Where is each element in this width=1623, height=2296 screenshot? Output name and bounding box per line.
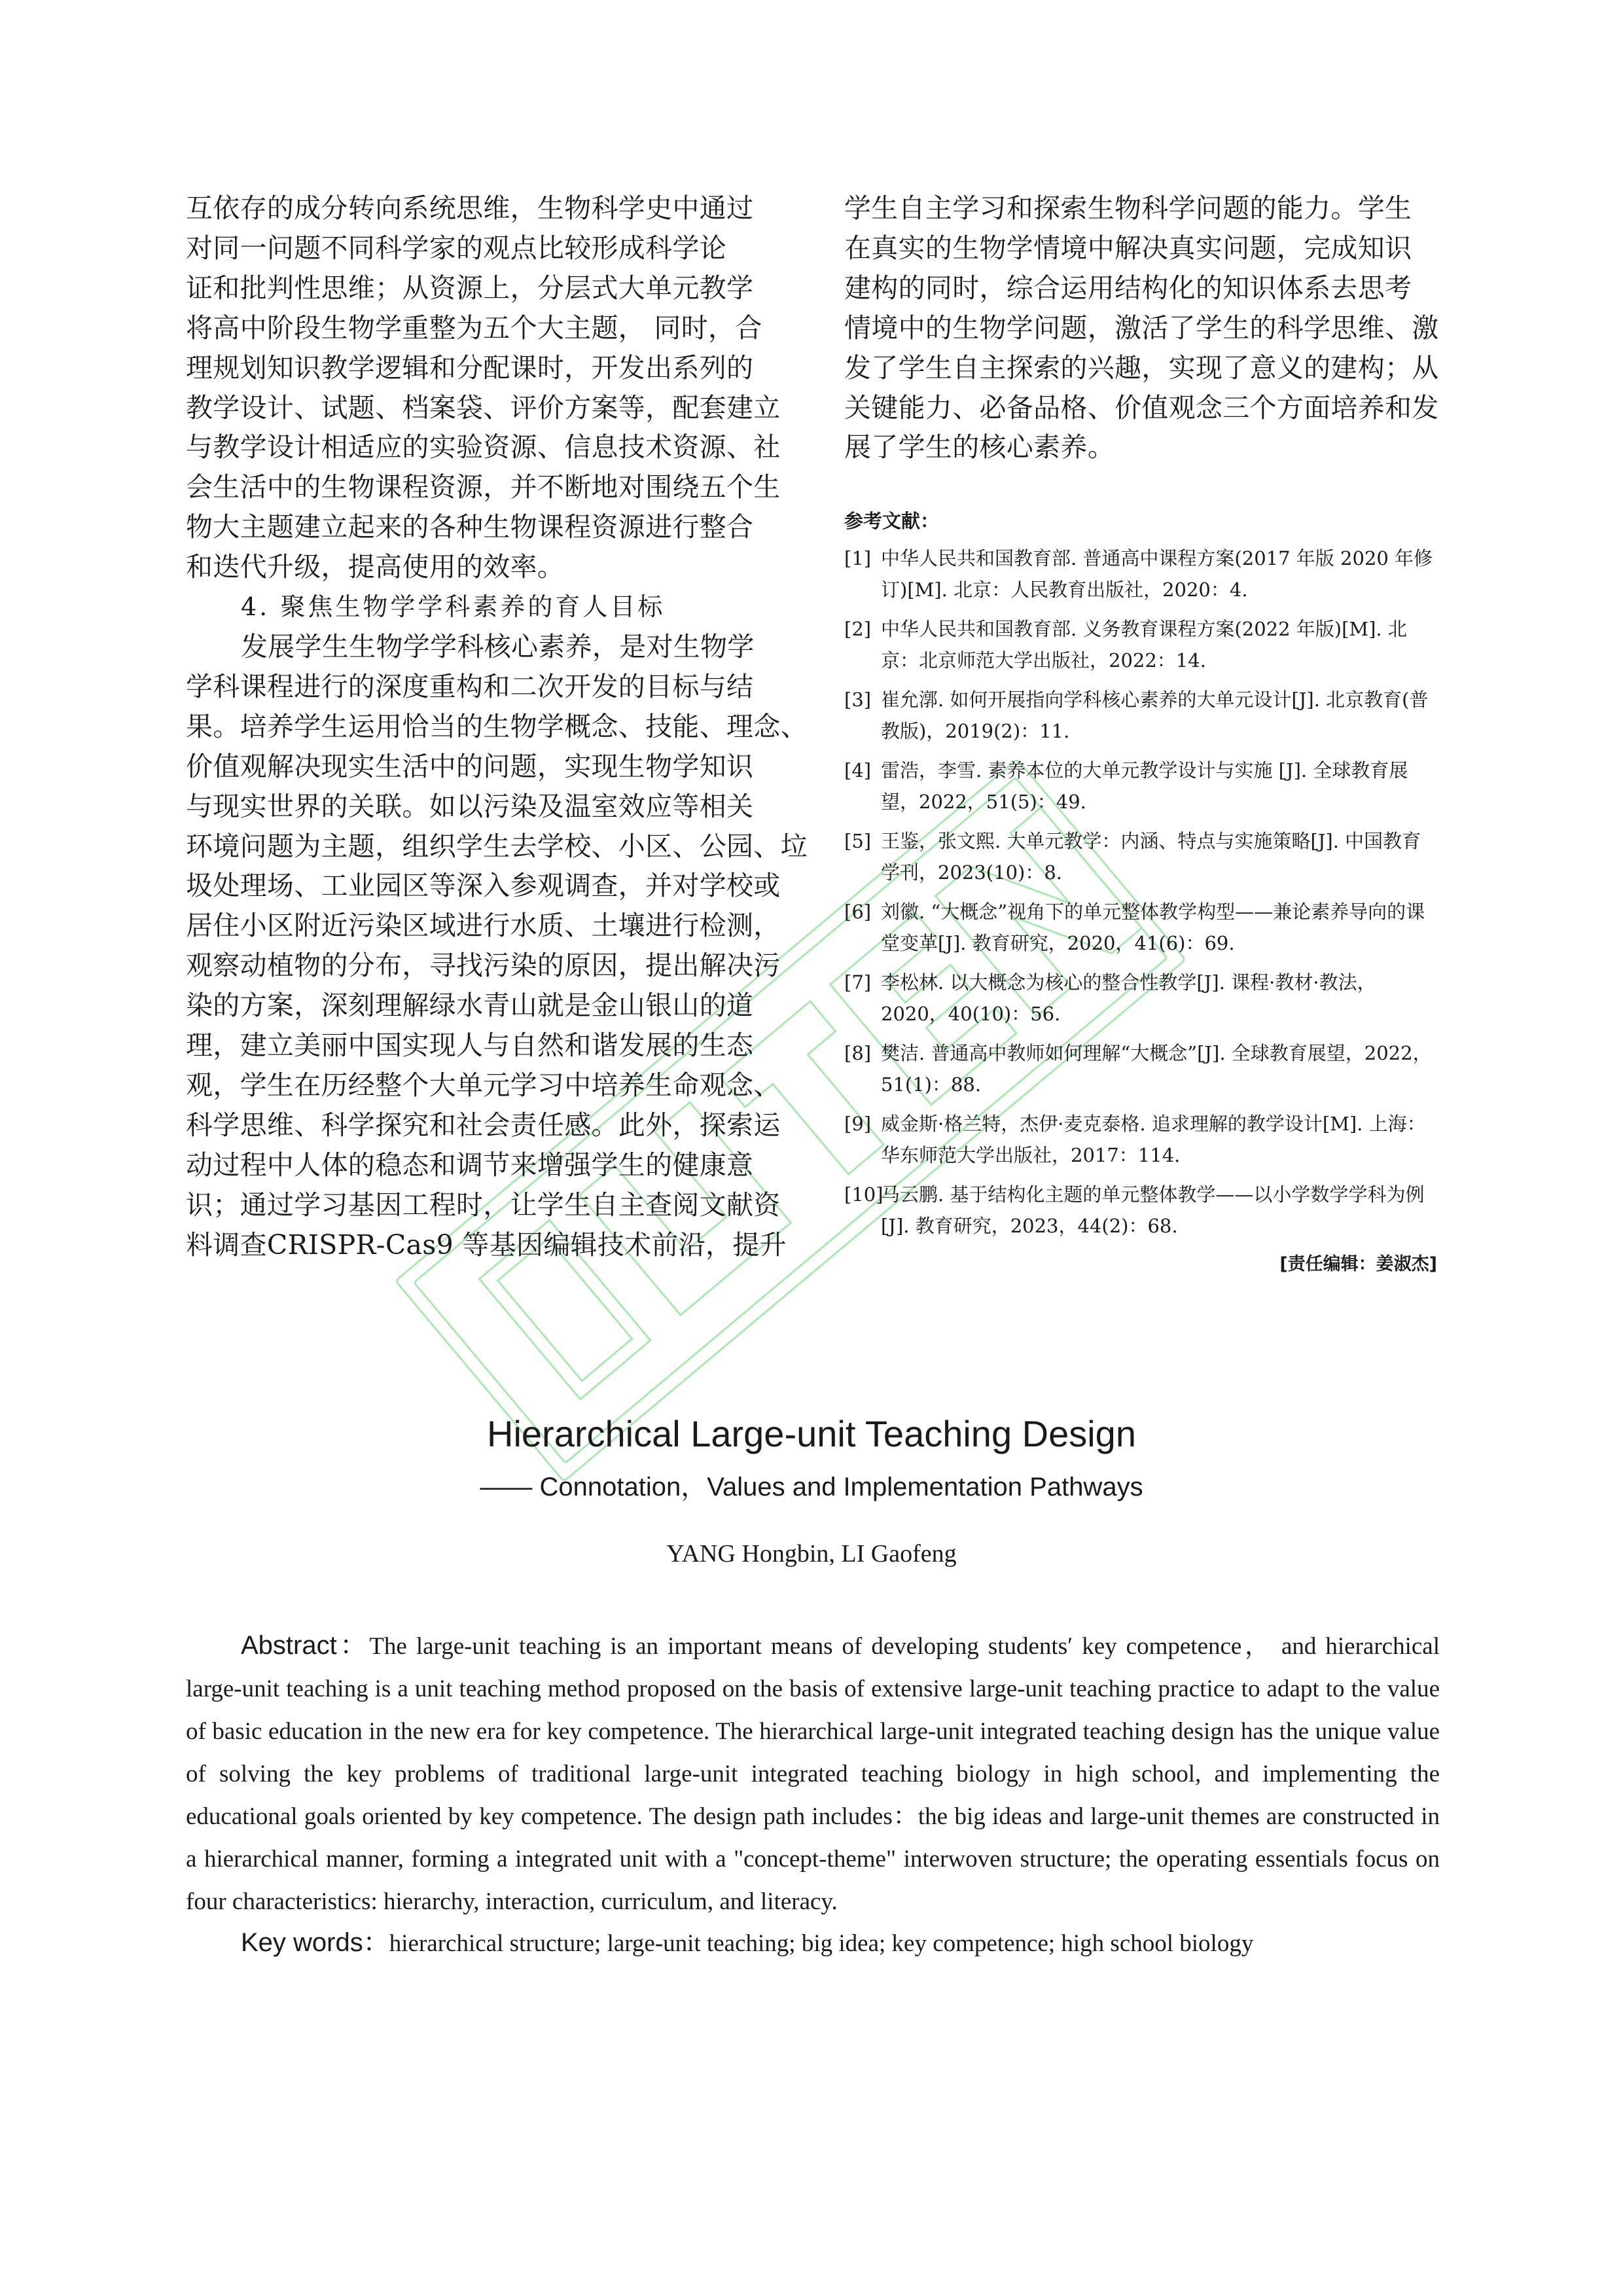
reference-number: [2] [844, 618, 872, 641]
reference-item [844, 967, 1437, 1030]
keywords-label: Key words： [241, 1928, 389, 1957]
text-line: 情境中的生物学问题，激活了学生的科学思维、激 [844, 312, 1439, 344]
reference-number: [3] [844, 689, 872, 711]
responsible-editor: [责任编辑：姜淑杰] [1279, 1254, 1437, 1275]
reference-item [844, 1108, 1437, 1171]
text-line: 教学设计、试题、档案袋、评价方案等，配套建立 [186, 391, 781, 423]
reference-item [844, 543, 1437, 605]
reference-number: [4] [844, 759, 872, 782]
text-line: 识；通过学习基因工程时，让学生自主查阅文献资 [186, 1189, 781, 1221]
reference-item [844, 896, 1437, 959]
left-paragraph-2 [186, 627, 808, 1265]
abstract-paragraph [186, 1624, 1440, 1923]
reference-item [844, 613, 1437, 676]
text-line: 理规划知识教学逻辑和分配课时，开发出系列的 [186, 351, 754, 384]
reference-text: 李松林. 以大概念为核心的整合性教学[J]. 课程·教材·教法，2020，40(10)：56. [881, 971, 1376, 1026]
text-line: 物大主题建立起来的各种生物课程资源进行整合 [186, 511, 754, 543]
english-subtitle: —— Connotation，Values and Implementation Pathways [480, 1473, 1143, 1501]
text-line: 环境问题为主题，组织学生去学校、小区、公园、垃 [186, 830, 808, 862]
right-paragraph [844, 188, 1437, 467]
reference-item [844, 1179, 1437, 1242]
reference-item [844, 755, 1437, 817]
text-line: 果。培养学生运用恰当的生物学概念、技能、理念、 [186, 710, 808, 742]
reference-item [844, 1037, 1437, 1100]
text-line: 染的方案，深刻理解绿水青山就是金山银山的道 [186, 990, 754, 1022]
section-heading: 4. 聚焦生物学学科素养的育人目标 [241, 592, 666, 622]
reference-text: 樊洁. 普通高中教师如何理解“大概念”[J]. 全球教育展望，2022，51(1)：88. [881, 1042, 1432, 1096]
keywords-text: hierarchical structure; large-unit teaching; big idea; key competence; high school biology [389, 1930, 1254, 1957]
english-title: Hierarchical Large-unit Teaching Design [487, 1413, 1136, 1454]
text-line: 互依存的成分转向系统思维，生物科学史中通过 [186, 192, 754, 224]
text-line: 建构的同时，综合运用结构化的知识体系去思考 [844, 272, 1412, 304]
text-line: 与教学设计相适应的实验资源、信息技术资源、社 [186, 431, 781, 463]
text-line: 学生自主学习和探索生物科学问题的能力。学生 [844, 192, 1412, 224]
text-line: 展了学生的核心素养。 [844, 431, 1115, 463]
reference-number: [1] [844, 547, 872, 570]
reference-item [844, 825, 1437, 888]
references-heading: 参考文献： [844, 510, 940, 533]
text-line: 证和批判性思维；从资源上，分层式大单元教学 [186, 272, 754, 304]
references-list [844, 543, 1437, 1242]
text-line: 会生活中的生物课程资源，并不断地对围绕五个生 [186, 471, 781, 503]
reference-number: [8] [844, 1042, 872, 1065]
reference-text: 雷浩，李雪. 素养本位的大单元教学设计与实施 [J]. 全球教育展望，2022，51(5)：49. [881, 759, 1408, 814]
left-paragraph-1 [186, 188, 785, 587]
reference-text: 王鉴，张文熙. 大单元教学：内涵、特点与实施策略[J]. 中国教育学刊，2023(10)：8. [881, 830, 1421, 884]
reference-text: 刘徽. “大概念”视角下的单元整体教学构型——兼论素养导向的课堂变革[J]. 教育研究，2020，41(6)：69. [881, 901, 1425, 955]
reference-number: [9] [844, 1113, 872, 1136]
text-line: 理，建立美丽中国实现人与自然和谐发展的生态 [186, 1030, 754, 1062]
text-line: 将高中阶段生物学重整为五个大主题， 同时，合 [186, 312, 762, 344]
text-line: 学科课程进行的深度重构和二次开发的目标与结 [186, 670, 754, 702]
text-line: 发了学生自主探索的兴趣，实现了意义的建构；从 [844, 351, 1439, 384]
left-column [186, 188, 808, 1265]
abstract-text: The large-unit teaching is an important means of developing students′ key competence， and hierarchical large-unit teaching is a unit teaching method proposed on the basis of extensive large-unit teaching practice to adapt to the value of basic education in the new era for key competence. The hierarchical large-unit integrated teaching design has the unique value of solving the key problems of traditional large-unit integrated teaching biology in high school, and implementing the educational goals oriented by key competence. The design path includes：the big ideas and large-unit themes are constructed in a hierarchical manner, forming a integrated unit with a "concept-theme" interwoven structure; the operating essentials focus on four characteristics: hierarchy, interaction, curriculum, and literacy. [186, 1633, 1440, 1915]
text-line: 观，学生在历经整个大单元学习中培养生命观念、 [186, 1069, 781, 1101]
reference-text: 中华人民共和国教育部. 义务教育课程方案(2022 年版)[M]. 北京：北京师范大学出版社，2022：14. [881, 618, 1407, 672]
text-line: 对同一问题不同科学家的观点比较形成科学论 [186, 232, 726, 264]
text-line: 发展学生生物学学科核心素养，是对生物学 [241, 630, 755, 662]
text-line: 和迭代升级，提高使用的效率。 [186, 551, 565, 583]
english-abstract [186, 1624, 1440, 1923]
text-line: 动过程中人体的稳态和调节来增强学生的健康意 [186, 1149, 754, 1181]
text-line: 价值观解决现实生活中的问题，实现生物学知识 [186, 750, 754, 782]
text-line: 科学思维、科学探究和社会责任感。此外，探索运 [186, 1109, 781, 1141]
reference-text: 马云鹏. 基于结构化主题的单元整体教学——以小学数学学科为例[J]. 教育研究，2023，44(2)：68. [881, 1183, 1425, 1238]
reference-text: 威金斯·格兰特，杰伊·麦克泰格. 追求理解的教学设计[M]. 上海：华东师范大学出版社，2017：114. [881, 1113, 1426, 1167]
reference-number: [5] [844, 830, 872, 853]
reference-number: [6] [844, 901, 872, 924]
text-line: 与现实世界的关联。如以污染及温室效应等相关 [186, 790, 754, 822]
text-line: 关键能力、必备品格、价值观念三个方面培养和发 [844, 391, 1439, 423]
english-authors: YANG Hongbin, LI Gaofeng [666, 1540, 957, 1568]
reference-text: 崔允漷. 如何开展指向学科核心素养的大单元设计[J]. 北京教育(普教版)，2019(2)：11. [881, 689, 1429, 743]
text-line: 圾处理场、工业园区等深入参观调查，并对学校或 [186, 870, 781, 902]
text-line: 居住小区附近污染区域进行水质、土壤进行检测， [186, 910, 781, 942]
text-line: 观察动植物的分布，寻找污染的原因，提出解决污 [186, 950, 781, 982]
reference-number: [10] [844, 1183, 883, 1206]
text-line: 在真实的生物学情境中解决真实问题，完成知识 [844, 232, 1412, 264]
right-column [844, 188, 1437, 1275]
reference-item [844, 684, 1437, 747]
reference-number: [7] [844, 971, 872, 994]
english-keywords [186, 1922, 1440, 1965]
reference-text: 中华人民共和国教育部. 普通高中课程方案(2017 年版 2020 年修订)[M]. 北京：人民教育出版社，2020：4. [881, 547, 1433, 601]
abstract-label: Abstract： [241, 1631, 370, 1660]
text-line: 料调查CRISPR-Cas9 等基因编辑技术前沿，提升 [186, 1229, 787, 1261]
